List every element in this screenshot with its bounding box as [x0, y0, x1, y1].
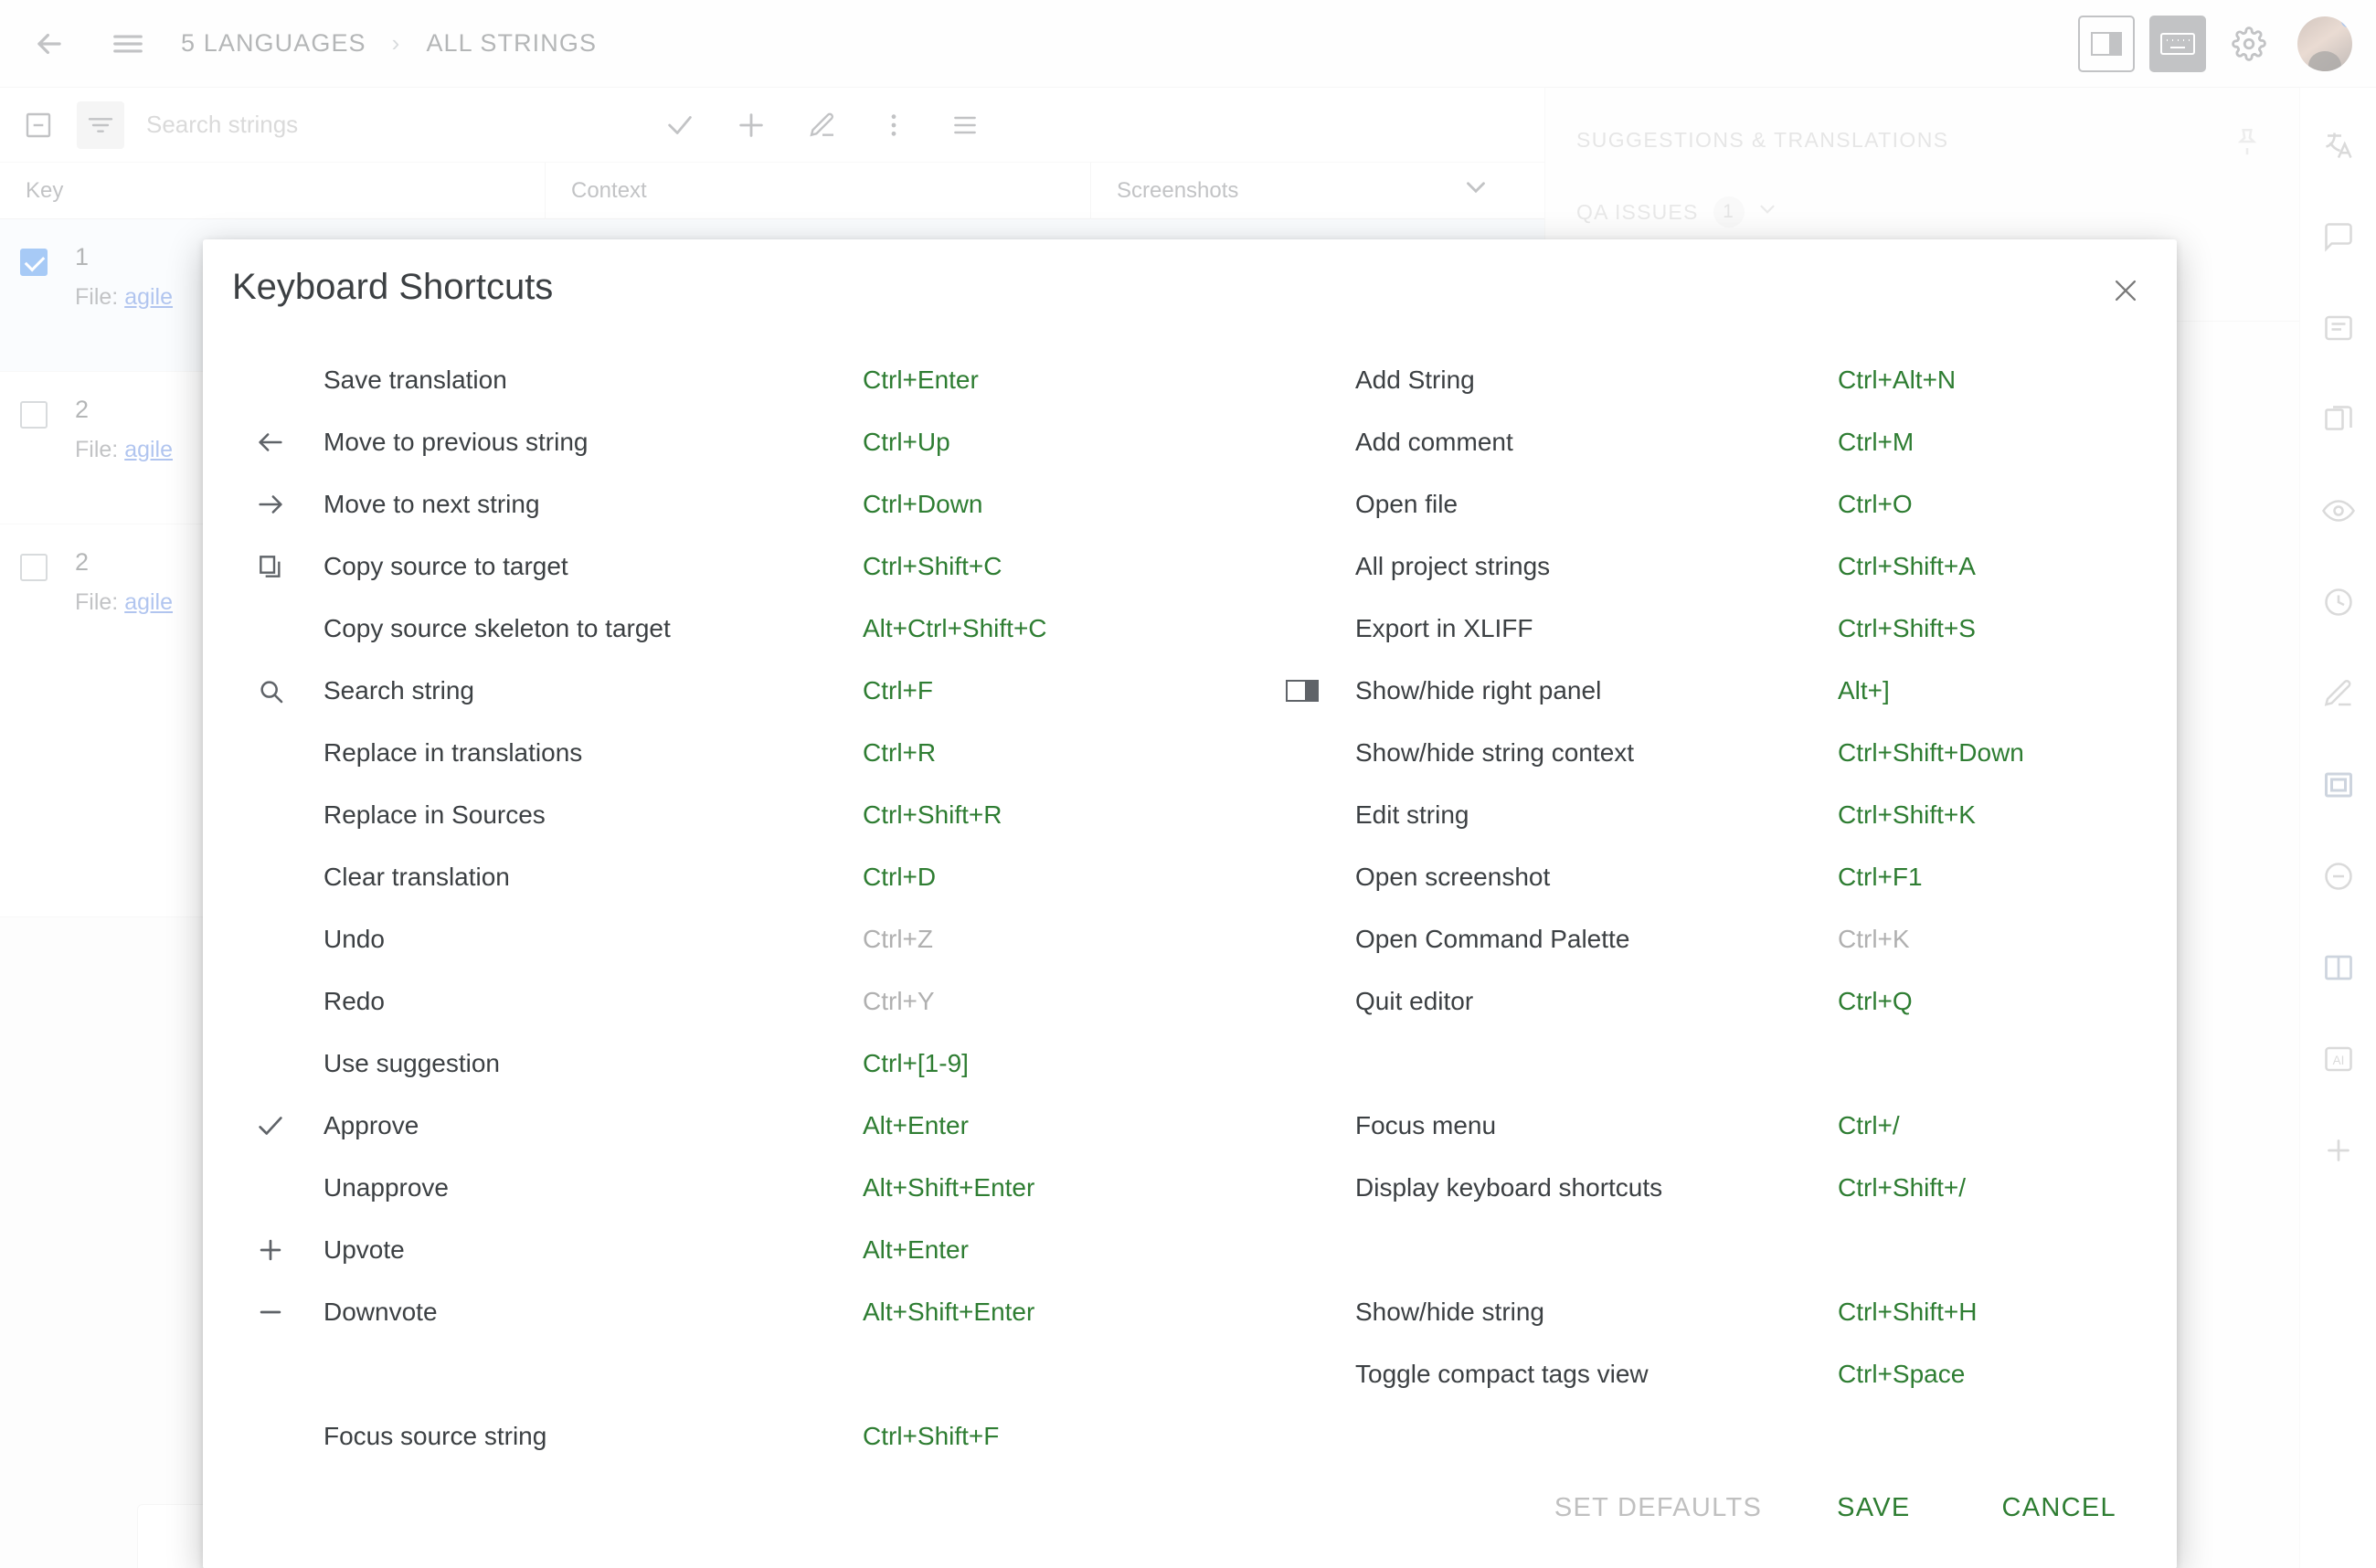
keyboard-shortcuts-dialog: [203, 239, 2177, 1568]
dialog-title: Keyboard Shortcuts: [232, 267, 554, 307]
shortcut-row: [245, 1095, 1250, 1157]
right-panel-toggle-icon: [1277, 665, 1328, 716]
shortcut-keys[interactable]: Ctrl+Shift+S: [1838, 614, 1976, 642]
shortcut-keys[interactable]: Ctrl+Shift+Down: [1838, 738, 2024, 767]
shortcut-label: Export in XLIFF: [1355, 614, 1533, 642]
shortcut-label: Show/hide string context: [1355, 738, 1635, 767]
shortcut-label: Replace in translations: [324, 738, 583, 767]
arrow-left-icon: [245, 417, 296, 468]
shortcut-label: Show/hide string: [1355, 1298, 1545, 1326]
check-icon: [245, 1100, 296, 1151]
shortcuts-column-right: [1277, 349, 2154, 1405]
shortcut-keys[interactable]: Ctrl+D: [863, 863, 937, 891]
shortcut-row: [1277, 1095, 2154, 1157]
shortcut-keys[interactable]: Alt+Enter: [863, 1111, 969, 1139]
shortcut-row: [1277, 722, 2154, 784]
shortcut-row: [1277, 349, 2154, 411]
shortcut-keys[interactable]: Ctrl+M: [1838, 428, 1915, 456]
shortcut-label: All project strings: [1355, 552, 1551, 580]
dialog-body: [203, 349, 2177, 1459]
shortcut-label: Show/hide right panel: [1355, 676, 1602, 705]
shortcut-row: [245, 1157, 1250, 1219]
shortcut-keys[interactable]: Ctrl+Z: [863, 925, 933, 953]
arrow-right-icon: [245, 479, 296, 530]
dialog-actions: [1527, 1477, 2144, 1540]
shortcut-row: [245, 473, 1250, 535]
shortcut-row: [245, 660, 1250, 722]
shortcut-row: [245, 908, 1250, 970]
shortcut-label: Copy source to target: [324, 552, 568, 580]
shortcut-keys[interactable]: Ctrl+Shift+A: [1838, 552, 1976, 580]
shortcut-keys[interactable]: Ctrl+K: [1838, 925, 1910, 953]
plus-icon: [245, 1224, 296, 1276]
shortcut-label: Redo: [324, 987, 385, 1015]
shortcut-row: [1277, 908, 2154, 970]
shortcut-keys[interactable]: Alt+]: [1838, 676, 1890, 705]
shortcut-row: [245, 1405, 1250, 1467]
shortcut-row: [245, 1219, 1250, 1281]
save-button[interactable]: SAVE: [1809, 1477, 1937, 1540]
set-defaults-button[interactable]: SET DEFAULTS: [1527, 1477, 1789, 1540]
shortcut-row: [245, 970, 1250, 1033]
shortcut-label: Downvote: [324, 1298, 438, 1326]
shortcut-keys[interactable]: Ctrl+F: [863, 676, 933, 705]
shortcut-label: Copy source skeleton to target: [324, 614, 671, 642]
shortcut-keys[interactable]: Ctrl+R: [863, 738, 937, 767]
shortcut-row: [1277, 598, 2154, 660]
shortcut-keys[interactable]: Ctrl+Shift+H: [1838, 1298, 1978, 1326]
search-icon: [245, 665, 296, 716]
shortcut-keys[interactable]: Ctrl+Shift+K: [1838, 800, 1976, 829]
shortcut-label: Quit editor: [1355, 987, 1474, 1015]
shortcut-keys[interactable]: Ctrl+Y: [863, 987, 935, 1015]
shortcut-label: Open screenshot: [1355, 863, 1551, 891]
shortcut-keys[interactable]: Ctrl+Shift+R: [863, 800, 1002, 829]
cancel-button[interactable]: CANCEL: [1975, 1477, 2144, 1540]
shortcut-label: Focus source string: [324, 1422, 547, 1450]
shortcut-row: [1277, 1157, 2154, 1219]
close-icon[interactable]: [2102, 267, 2149, 314]
minus-icon: [245, 1287, 296, 1338]
shortcut-row: [1277, 846, 2154, 908]
shortcut-row: [245, 411, 1250, 473]
shortcut-keys[interactable]: Alt+Enter: [863, 1235, 969, 1264]
shortcut-label: Upvote: [324, 1235, 405, 1264]
shortcut-keys[interactable]: Ctrl+Q: [1838, 987, 1913, 1015]
shortcut-row: [1277, 473, 2154, 535]
shortcut-keys[interactable]: Alt+Shift+Enter: [863, 1298, 1035, 1326]
shortcut-row: [1277, 660, 2154, 722]
shortcut-label: Open file: [1355, 490, 1458, 518]
shortcut-spacer: [1277, 1033, 2154, 1095]
shortcut-keys[interactable]: Ctrl+Space: [1838, 1360, 1966, 1388]
shortcut-label: Unapprove: [324, 1173, 449, 1202]
shortcut-keys[interactable]: Ctrl+[1-9]: [863, 1049, 969, 1077]
shortcut-row: [245, 598, 1250, 660]
shortcut-row: [245, 1033, 1250, 1095]
shortcut-keys[interactable]: Ctrl+Shift+C: [863, 552, 1002, 580]
shortcut-row: [245, 1281, 1250, 1343]
shortcut-label: Use suggestion: [324, 1049, 501, 1077]
shortcut-label: Undo: [324, 925, 385, 953]
shortcut-label: Open Command Palette: [1355, 925, 1630, 953]
copy-icon: [245, 541, 296, 592]
shortcut-label: Add comment: [1355, 428, 1513, 456]
shortcut-label: Add String: [1355, 366, 1475, 394]
shortcut-row: [1277, 784, 2154, 846]
shortcut-keys[interactable]: Ctrl+F1: [1838, 863, 1923, 891]
shortcut-label: Search string: [324, 676, 474, 705]
shortcut-keys[interactable]: Ctrl+Alt+N: [1838, 366, 1957, 394]
shortcut-label: Move to previous string: [324, 428, 589, 456]
shortcut-keys[interactable]: Ctrl+Enter: [863, 366, 979, 394]
shortcut-label: Focus menu: [1355, 1111, 1497, 1139]
shortcut-keys[interactable]: Ctrl+/: [1838, 1111, 1900, 1139]
shortcut-keys[interactable]: Ctrl+Up: [863, 428, 950, 456]
shortcut-label: Save translation: [324, 366, 507, 394]
shortcut-keys[interactable]: Ctrl+Shift+F: [863, 1422, 1000, 1450]
shortcut-keys[interactable]: Ctrl+Down: [863, 490, 983, 518]
shortcut-label: Display keyboard shortcuts: [1355, 1173, 1663, 1202]
shortcut-row: [1277, 970, 2154, 1033]
shortcut-spacer: [1277, 1219, 2154, 1281]
shortcut-row: [245, 722, 1250, 784]
shortcut-row: [1277, 1281, 2154, 1343]
shortcut-label: Edit string: [1355, 800, 1469, 829]
shortcut-label: Approve: [324, 1111, 419, 1139]
shortcut-row: [1277, 535, 2154, 598]
shortcut-row: [245, 535, 1250, 598]
shortcut-keys[interactable]: Ctrl+Shift+/: [1838, 1173, 1967, 1202]
shortcut-spacer: [245, 1343, 1250, 1405]
shortcut-label: Move to next string: [324, 490, 540, 518]
shortcut-row: [1277, 411, 2154, 473]
shortcuts-column-left: [245, 349, 1250, 1467]
shortcut-row: [245, 846, 1250, 908]
shortcut-keys[interactable]: Alt+Ctrl+Shift+C: [863, 614, 1047, 642]
shortcut-row: [245, 784, 1250, 846]
shortcut-row: [1277, 1343, 2154, 1405]
shortcut-label: Toggle compact tags view: [1355, 1360, 1649, 1388]
shortcut-row: [245, 349, 1250, 411]
shortcut-keys[interactable]: Alt+Shift+Enter: [863, 1173, 1035, 1202]
shortcut-label: Clear translation: [324, 863, 510, 891]
shortcut-keys[interactable]: Ctrl+O: [1838, 490, 1913, 518]
shortcut-label: Replace in Sources: [324, 800, 546, 829]
